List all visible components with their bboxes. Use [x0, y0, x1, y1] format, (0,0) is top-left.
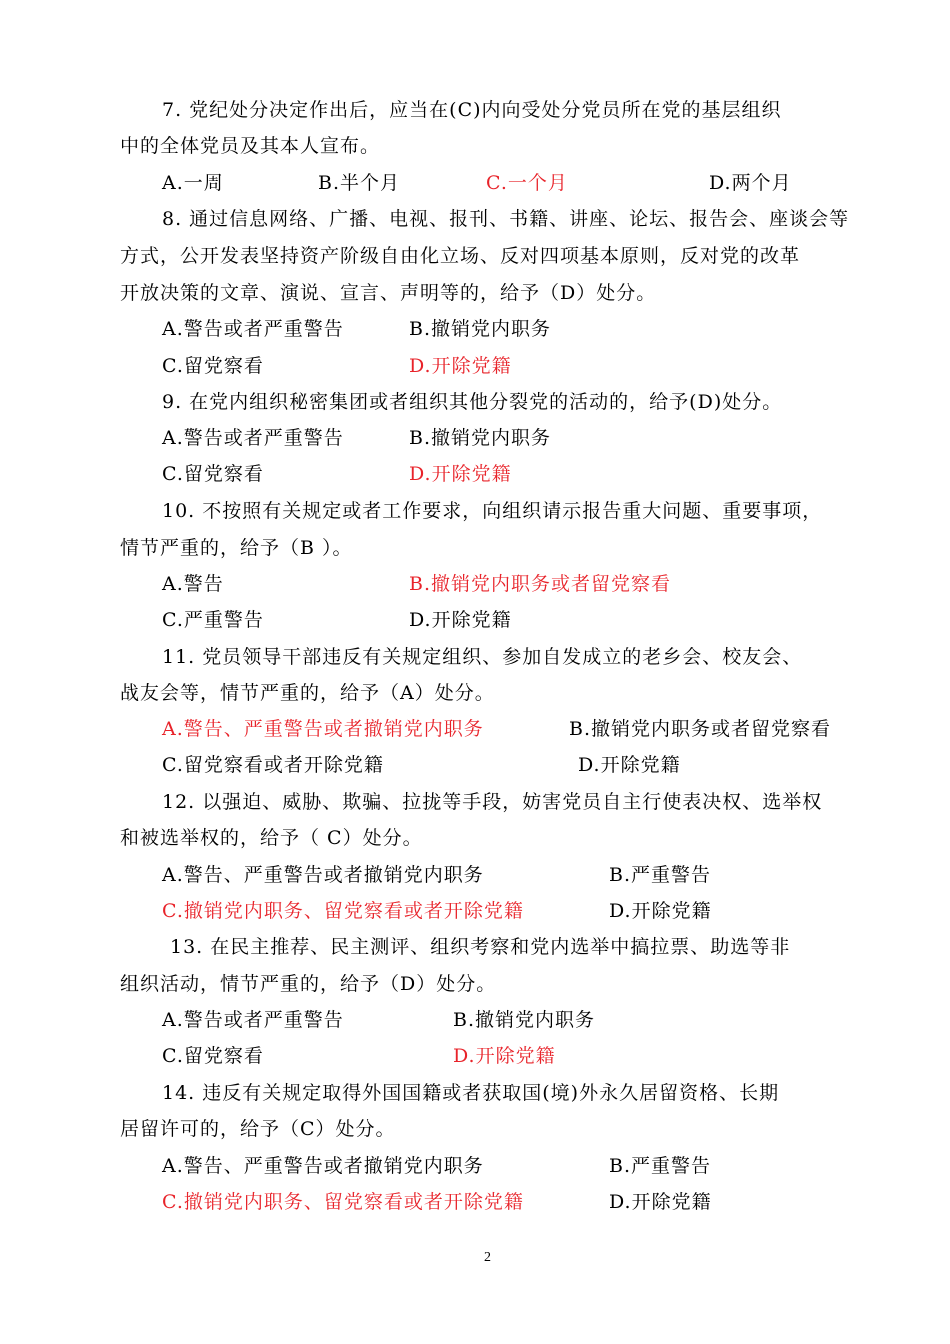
option-a: A.警告、严重警告或者撤销党内职务	[162, 864, 484, 886]
option-b-answer: B.撤销党内职务或者留党察看	[409, 573, 672, 595]
option-c: C.留党察看	[162, 463, 264, 485]
question-text-line: 14. 违反有关规定取得外国国籍或者获取国(境)外永久居留资格、长期	[162, 1082, 780, 1104]
option-d: D.开除党籍	[578, 754, 681, 776]
question-text-line: 11. 党员领导干部违反有关规定组织、参加自发成立的老乡会、校友会、	[162, 646, 803, 668]
question-text-line: 情节严重的，给予（B ）。	[120, 537, 353, 559]
option-a: A.警告或者严重警告	[162, 1009, 344, 1031]
question-text-line: 10. 不按照有关规定或者工作要求，向组织请示报告重大问题、重要事项，	[162, 500, 823, 522]
question-text-line: 组织活动，情节严重的，给予（D）处分。	[120, 973, 497, 995]
option-c: C.留党察看或者开除党籍	[162, 754, 384, 776]
option-a: A.警告或者严重警告	[162, 318, 344, 340]
question-text-line: 7. 党纪处分决定作出后，应当在(C)内向受处分党员所在党的基层组织	[162, 99, 782, 121]
page-number: 2	[484, 1250, 491, 1265]
question-text-line: 13. 在民主推荐、民主测评、组织考察和党内选举中搞拉票、助选等非	[170, 936, 791, 958]
question-text-line: 12. 以强迫、威胁、欺骗、拉拢等手段，妨害党员自主行使表决权、选举权	[162, 791, 823, 813]
option-a: A.警告	[162, 573, 224, 595]
option-b: B.撤销党内职务	[409, 427, 552, 449]
question-text-line: 开放决策的文章、演说、宣言、声明等的，给予（D）处分。	[120, 282, 657, 304]
question-text-line: 居留许可的，给予（C）处分。	[120, 1118, 396, 1140]
option-b: B.半个月	[318, 172, 401, 194]
option-c: C.严重警告	[162, 609, 264, 631]
option-c-answer: C.撤销党内职务、留党察看或者开除党籍	[162, 900, 524, 922]
question-text-line: 9. 在党内组织秘密集团或者组织其他分裂党的活动的，给予(D)处分。	[162, 391, 783, 413]
option-c-answer: C.撤销党内职务、留党察看或者开除党籍	[162, 1191, 524, 1213]
option-c: C.留党察看	[162, 355, 264, 377]
option-b: B.严重警告	[609, 1155, 712, 1177]
option-c-answer: C.一个月	[486, 172, 568, 194]
option-d: D.两个月	[709, 172, 792, 194]
question-text-line: 中的全体党员及其本人宣布。	[120, 135, 381, 157]
option-d: D.开除党籍	[409, 609, 512, 631]
option-b: B.严重警告	[609, 864, 712, 886]
option-d: D.开除党籍	[609, 900, 712, 922]
option-d-answer: D.开除党籍	[409, 463, 512, 485]
option-a: A.警告、严重警告或者撤销党内职务	[162, 1155, 484, 1177]
option-b: B.撤销党内职务或者留党察看	[569, 718, 832, 740]
option-d-answer: D.开除党籍	[453, 1045, 556, 1067]
option-a: A.警告或者严重警告	[162, 427, 344, 449]
question-text-line: 战友会等，情节严重的，给予（A）处分。	[120, 682, 495, 704]
question-text-line: 8. 通过信息网络、广播、电视、报刊、书籍、讲座、论坛、报告会、座谈会等	[162, 208, 850, 230]
option-c: C.留党察看	[162, 1045, 264, 1067]
option-d-answer: D.开除党籍	[409, 355, 512, 377]
option-a-answer: A.警告、严重警告或者撤销党内职务	[162, 718, 484, 740]
question-text-line: 方式，公开发表坚持资产阶级自由化立场、反对四项基本原则，反对党的改革	[120, 245, 801, 267]
option-a: A.一周	[162, 172, 224, 194]
option-d: D.开除党籍	[609, 1191, 712, 1213]
question-text-line: 和被选举权的，给予（ C）处分。	[120, 827, 423, 849]
option-b: B.撤销党内职务	[409, 318, 552, 340]
option-b: B.撤销党内职务	[453, 1009, 596, 1031]
